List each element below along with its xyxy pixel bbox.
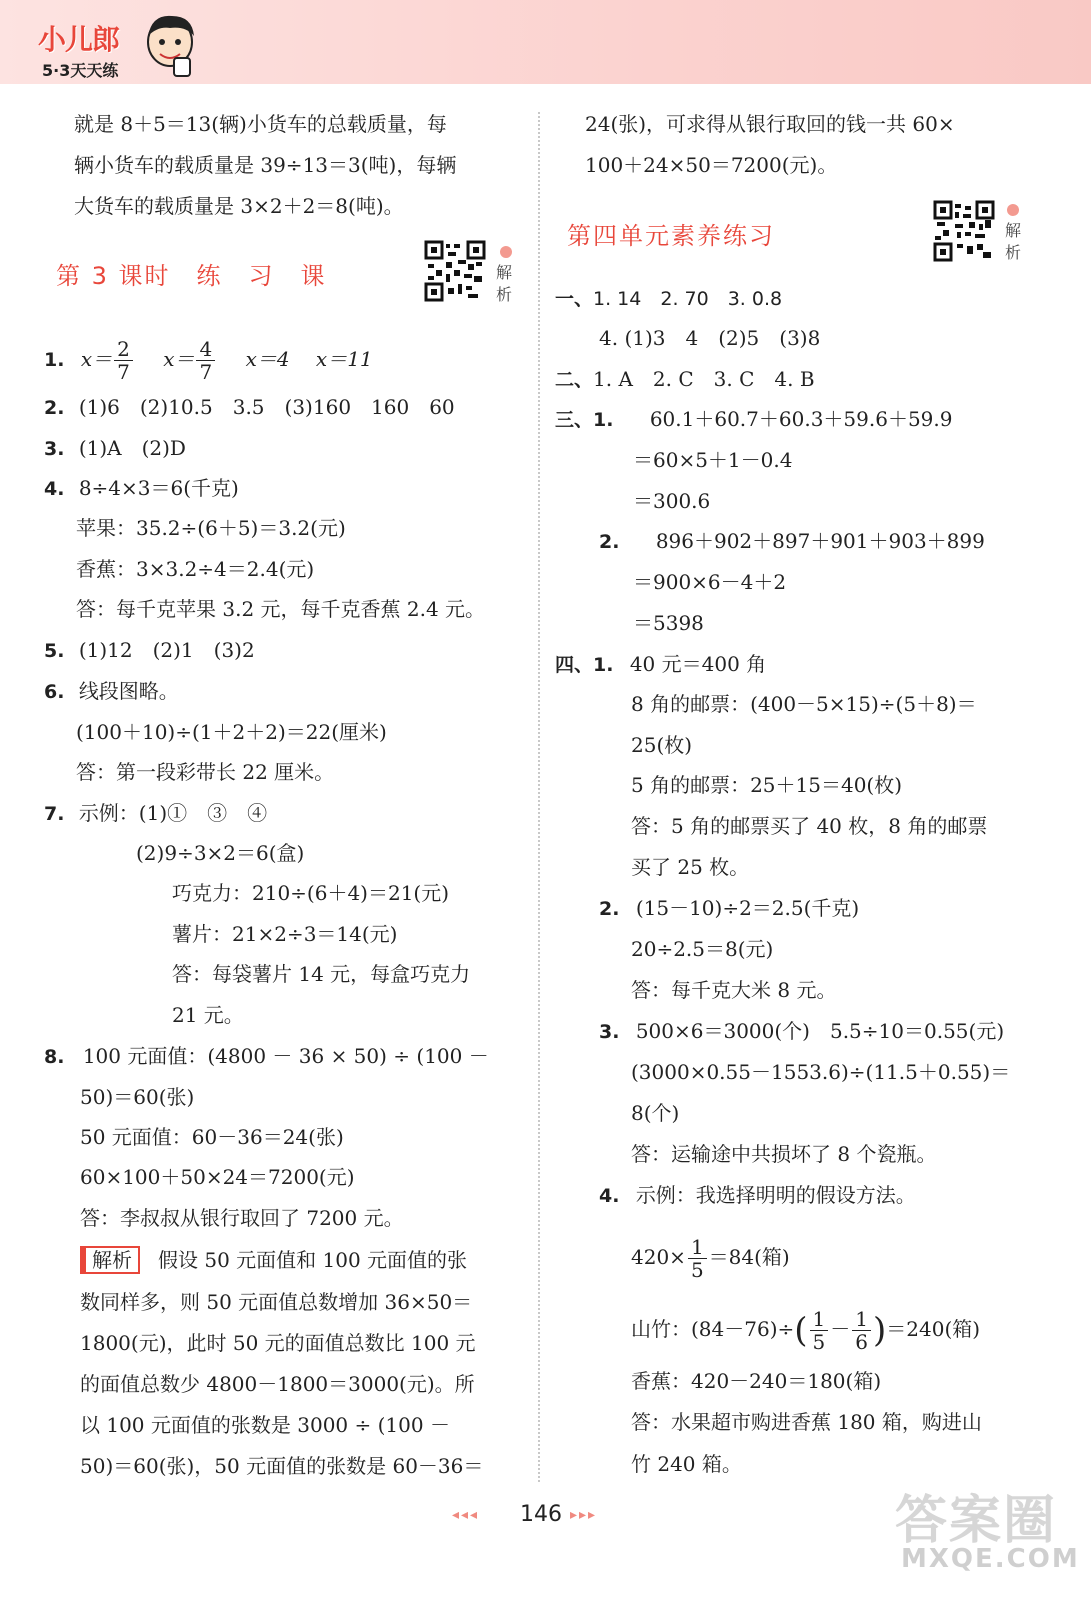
fraction-line: 420× $\frac{1}{5}$ ＝84(箱) <box>631 1235 790 1282</box>
arrows-right-icon: ▸▸▸ <box>570 1507 598 1523</box>
answer-line: 巧克力：210÷(6＋4)＝21(元) <box>172 881 450 905</box>
section-title-lesson3: 第 3 课时 练 习 课 <box>56 262 327 290</box>
part-label: 四、 <box>555 654 594 676</box>
fraction-line: 山竹：(84－76)÷( $\frac{1}{5}$ － $\frac{1}{6}$ )＝240(箱) <box>631 1307 981 1354</box>
qr-code-icon[interactable] <box>933 200 995 262</box>
answer-line: 香蕉：420－240＝180(箱) <box>631 1369 882 1393</box>
answer-line: 60×100＋50×24＝7200(元) <box>80 1165 355 1189</box>
answer-line: 答：运输途中共损坏了 8 个瓷瓶。 <box>631 1142 937 1166</box>
qr-label: 析 <box>1005 243 1022 262</box>
watermark-url: MXQE.COM <box>901 1544 1080 1574</box>
answer-line: 香蕉：3×3.2÷4＝2.4(元) <box>76 557 315 581</box>
answer-line: 3. 500×6＝3000(个) 5.5÷10＝0.55(元) <box>599 1019 1005 1043</box>
continued-line: 100＋24×50＝7200(元)。 <box>585 153 838 177</box>
answer-line: 答：第一段彩带长 22 厘米。 <box>76 760 335 784</box>
answer-line: 竹 240 箱。 <box>631 1452 742 1476</box>
answer-line: 4. 示例：我选择明明的假设方法。 <box>599 1183 916 1207</box>
question-number: 5. <box>44 640 65 662</box>
answer-line: ＝300.6 <box>633 489 711 513</box>
question-number: 6. <box>44 681 65 703</box>
answer-line: 5 角的邮票：25＋15＝40(枚) <box>631 773 903 797</box>
question-1: 1. x＝ $\frac{2}{7}$ x＝ $\frac{4}{7}$ x＝4 x＝11 <box>44 337 373 384</box>
logo-title: 小儿郎 <box>38 23 120 56</box>
answer-line: (100＋10)÷(1＋2＋2)＝22(厘米) <box>76 720 387 744</box>
question-number: 3. <box>44 438 65 460</box>
fraction: $\frac{1}{5}$ <box>810 1308 829 1353</box>
play-dot-icon <box>1007 204 1019 216</box>
answer-line: (3000×0.55－1553.6)÷(11.5＋0.55)＝ <box>631 1060 1011 1084</box>
answer-line: 8 角的邮票：(400－5×15)÷(5＋8)＝ <box>631 692 977 716</box>
logo-subtitle: 5·3天天练 <box>42 61 119 80</box>
watermark-text: 答案圈 <box>895 1491 1058 1551</box>
analysis-line: 50)＝60(张)，50 元面值的张数是 60－36＝ <box>80 1454 484 1478</box>
answer-line: 苹果：35.2÷(6＋5)＝3.2(元) <box>76 516 346 540</box>
question-4: 4. 8÷4×3＝6(千克) <box>44 476 239 500</box>
fraction: $\frac{1}{5}$ <box>688 1236 707 1281</box>
question-number: 7. <box>44 803 65 825</box>
question-5: 5. (1)12 (2)1 (3)2 <box>44 638 255 662</box>
question-number: 2. <box>44 397 65 419</box>
question-7: 7. 示例：(1)① ③ ④ <box>44 801 268 825</box>
page-number: 146 <box>520 1502 562 1527</box>
answer-line: 答：水果超市购进香蕉 180 箱，购进山 <box>631 1410 982 1434</box>
answer-line: 25(枚) <box>631 733 693 757</box>
mascot-icon <box>142 12 198 78</box>
part-label: 二、 <box>555 369 594 391</box>
part-2: 二、1. A 2. C 3. C 4. B <box>555 367 815 391</box>
part-label: 一、 <box>555 288 594 310</box>
page-header <box>0 0 1091 84</box>
answer-line: 21 元。 <box>172 1003 244 1027</box>
intro-line: 就是 8＋5＝13(辆)小货车的总载质量，每 <box>74 112 447 136</box>
answer-line: 答：5 角的邮票买了 40 枚，8 角的邮票 <box>631 814 988 838</box>
answer-line: 50)＝60(张) <box>80 1085 195 1109</box>
fraction: $\frac{1}{6}$ <box>852 1308 871 1353</box>
answer-line: 2. 896＋902＋897＋901＋903＋899 <box>599 529 985 553</box>
answer-line: 8(个) <box>631 1101 680 1125</box>
qr-label: 解 <box>1005 221 1022 240</box>
answer-line: ＝900×6－4＋2 <box>633 570 787 594</box>
analysis-line: 以 100 元面值的张数是 3000 ÷ (100 － <box>80 1413 450 1437</box>
answer-line: ＝60×5＋1－0.4 <box>633 448 793 472</box>
answer-line: (2)9÷3×2＝6(盒) <box>136 841 305 865</box>
fraction: $\frac{4}{7}$ <box>196 338 215 383</box>
answer-line: 答：李叔叔从银行取回了 7200 元。 <box>80 1206 404 1230</box>
answer-line: 2. (15－10)÷2＝2.5(千克) <box>599 896 860 920</box>
arrows-left-icon: ◂◂◂ <box>452 1507 480 1523</box>
analysis-first-line: 解析 假设 50 元面值和 100 元面值的张 <box>80 1246 467 1274</box>
part-label: 三、 <box>555 409 594 431</box>
analysis-badge: 解析 <box>80 1246 140 1274</box>
answer-line: 50 元面值：60－36＝24(张) <box>80 1125 344 1149</box>
section-title-unit4: 第四单元素养练习 <box>567 222 775 250</box>
answer-line: 薯片：21×2÷3＝14(元) <box>172 922 398 946</box>
analysis-line: 数同样多，则 50 元面值总数增加 36×50＝ <box>80 1290 473 1314</box>
answer-line: ＝5398 <box>633 611 704 635</box>
part-1: 一、1. 14 2. 70 3. 0.8 <box>555 288 783 310</box>
answer-line: 20÷2.5＝8(元) <box>631 937 774 961</box>
analysis-line: 的面值总数少 4800－1800＝3000(元)。所 <box>80 1372 475 1396</box>
part-3: 三、1. 60.1＋60.7＋60.3＋59.6＋59.9 <box>555 407 953 431</box>
question-number: 1. <box>44 349 65 371</box>
column-divider <box>538 112 540 1482</box>
question-6: 6. 线段图略。 <box>44 679 179 703</box>
intro-line: 大货车的载质量是 3×2＋2＝8(吨)。 <box>74 194 404 218</box>
analysis-line: 1800(元)，此时 50 元的面值总数比 100 元 <box>80 1331 476 1355</box>
brand-logo <box>38 18 158 78</box>
qr-label: 解 <box>496 263 513 282</box>
part-4: 四、1. 40 元＝400 角 <box>555 652 767 676</box>
answer-line: 买了 25 枚。 <box>631 855 750 879</box>
question-2: 2. (1)6 (2)10.5 3.5 (3)160 160 60 <box>44 395 455 419</box>
watermark-logo <box>895 1478 1080 1588</box>
answer-line: 答：每千克苹果 3.2 元，每千克香蕉 2.4 元。 <box>76 597 486 621</box>
answer-line: 答：每袋薯片 14 元，每盒巧克力 <box>172 962 471 986</box>
question-number: 4. <box>44 478 65 500</box>
answer-line: 4. (1)3 4 (2)5 (3)8 <box>599 326 821 350</box>
question-number: 8. <box>44 1046 65 1068</box>
answer-line: 答：每千克大米 8 元。 <box>631 978 837 1002</box>
qr-label: 析 <box>496 285 513 304</box>
play-dot-icon <box>500 246 512 258</box>
intro-line: 辆小货车的载质量是 39÷13＝3(吨)，每辆 <box>74 153 457 177</box>
question-3: 3. (1)A (2)D <box>44 436 186 460</box>
fraction: $\frac{2}{7}$ <box>114 338 133 383</box>
qr-code-icon[interactable] <box>424 240 486 302</box>
continued-line: 24(张)，可求得从银行取回的钱一共 60× <box>585 112 955 136</box>
question-8: 8. 100 元面值：(4800 － 36 × 50) ÷ (100 － <box>44 1044 489 1068</box>
